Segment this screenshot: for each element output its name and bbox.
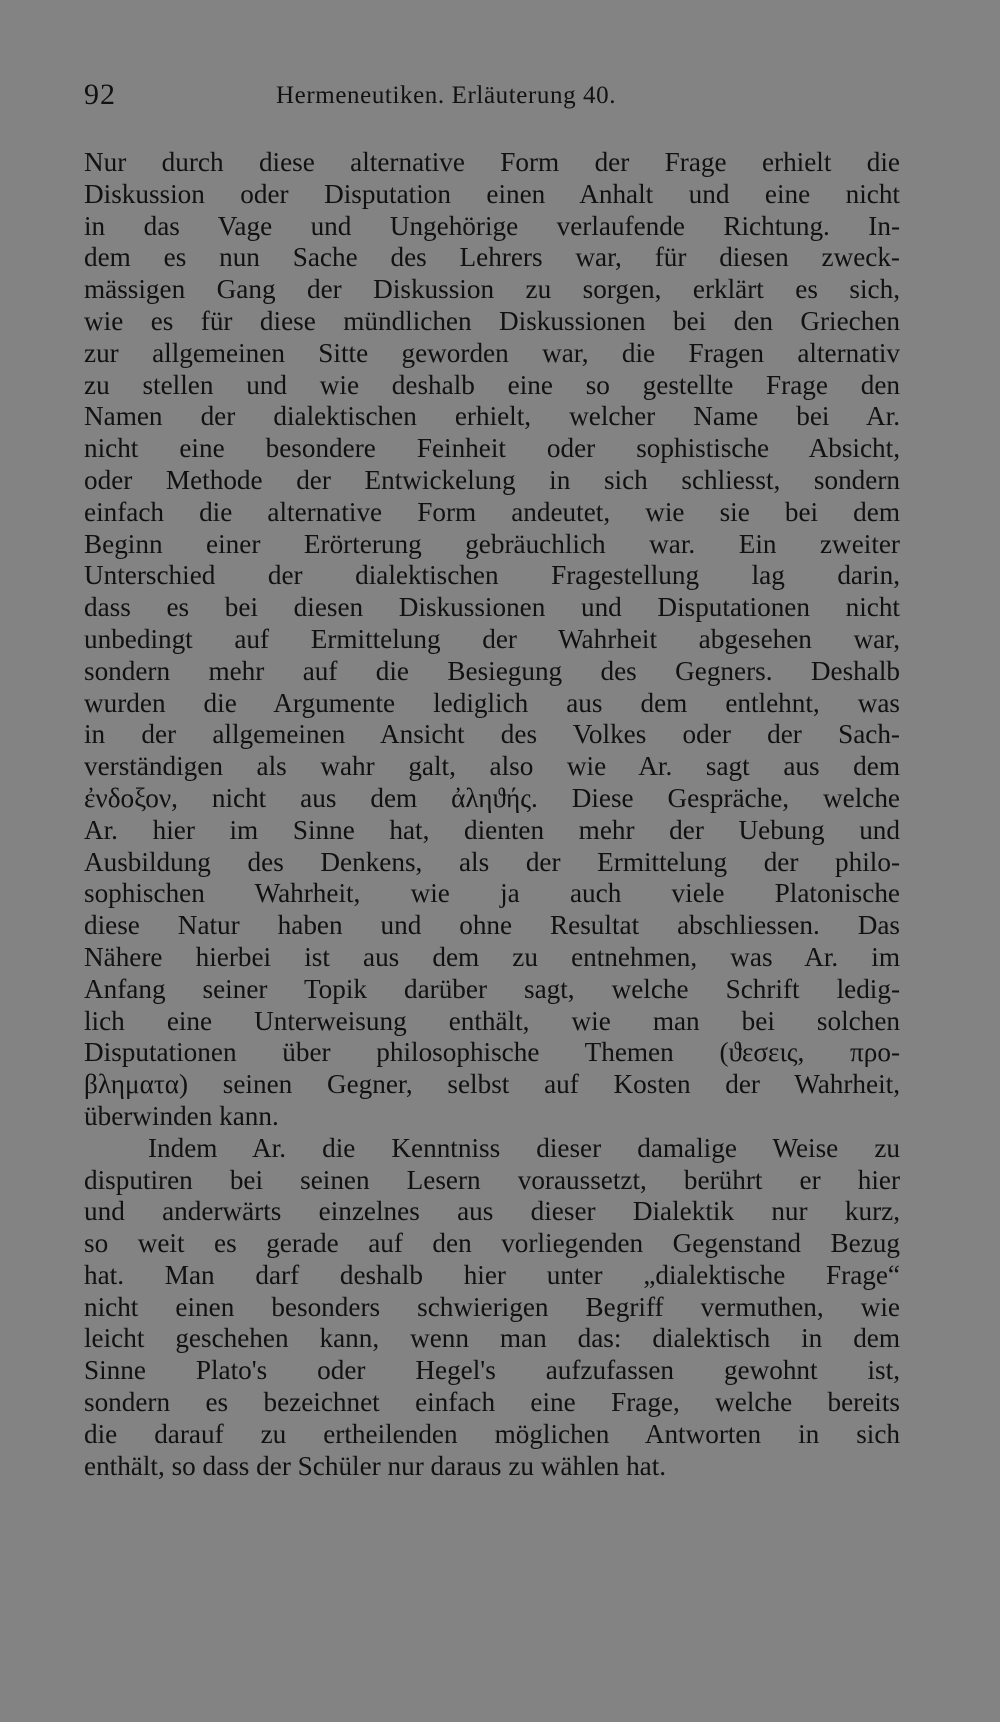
text-line: verständigen als wahr galt, also wie Ar. sagt aus dem <box>84 751 900 782</box>
text-line: Namen der dialektischen erhielt, welcher Name bei Ar. <box>84 401 900 432</box>
text-line: unbedingt auf Ermittelung der Wahrheit abgesehen war, <box>84 623 900 654</box>
text-line: Indem Ar. die Kenntniss dieser damalige Weise zu <box>148 1132 900 1163</box>
text-line: Anfang seiner Topik darüber sagt, welche Schrift ledig- <box>84 973 900 1004</box>
running-head: Hermeneutiken. Erläuterung 40. <box>276 82 617 109</box>
text-line: sophischen Wahrheit, wie ja auch viele Platonische <box>84 878 900 909</box>
text-line: die darauf zu ertheilenden möglichen Antworten in sich <box>84 1418 900 1449</box>
text-line: zu stellen und wie deshalb eine so gestellte Frage den <box>84 369 900 400</box>
text-line: in das Vage und Ungehörige verlaufende Richtung. In- <box>84 210 900 241</box>
text-line: Nur durch diese alternative Form der Frage erhielt die <box>84 147 900 177</box>
text-line: sondern mehr auf die Besiegung des Gegners. Deshalb <box>84 655 900 686</box>
text-line: nicht eine besondere Feinheit oder sophistische Absicht, <box>84 433 900 464</box>
paragraph <box>84 147 900 1133</box>
paragraph <box>84 1133 900 1483</box>
text-line: Diskussion oder Disputation einen Anhalt und eine nicht <box>84 178 900 209</box>
text-line: so weit es gerade auf den vorliegenden Gegenstand Bezug <box>84 1228 900 1259</box>
text-line: mässigen Gang der Diskussion zu sorgen, erklärt es sich, <box>84 274 900 305</box>
text-line: in der allgemeinen Ansicht des Volkes oder der Sach- <box>84 719 900 750</box>
text-line: und anderwärts einzelnes aus dieser Dialektik nur kurz, <box>84 1196 900 1227</box>
text-line: sondern es bezeichnet einfach eine Frage, welche bereits <box>84 1387 900 1418</box>
text-line: dem es nun Sache des Lehrers war, für diesen zweck- <box>84 242 900 273</box>
text-line: diese Natur haben und ohne Resultat abschliessen. Das <box>84 910 900 941</box>
text-line: oder Methode der Entwickelung in sich schliesst, sondern <box>84 464 900 495</box>
text-line: wie es für diese mündlichen Diskussionen bei den Griechen <box>84 305 900 336</box>
text-line: Disputationen über philosophische Themen (ϑεσεις, προ- <box>84 1037 900 1068</box>
text-line: Sinne Plato's oder Hegel's aufzufassen gewohnt ist, <box>84 1355 900 1386</box>
text-line: dass es bei diesen Diskussionen und Disputationen nicht <box>84 592 900 623</box>
text-line: nicht einen besonders schwierigen Begriff vermuthen, wie <box>84 1291 900 1322</box>
body-text <box>84 147 900 1482</box>
text-line: überwinden kann. <box>84 1100 279 1131</box>
text-line: Nähere hierbei ist aus dem zu entnehmen, was Ar. im <box>84 941 900 972</box>
text-line: ἐνδοξον, nicht aus dem ἀληϑής. Diese Gespräche, welche <box>84 782 900 813</box>
text-line: einfach die alternative Form andeutet, wie sie bei dem <box>84 496 900 527</box>
text-line: Ausbildung des Denkens, als der Ermittelung der philo- <box>84 846 900 877</box>
text-line: disputiren bei seinen Lesern voraussetzt, berührt er hier <box>84 1164 900 1195</box>
text-line: hat. Man darf deshalb hier unter „dialektische Frage“ <box>84 1259 900 1290</box>
text-line: leicht geschehen kann, wenn man das: dialektisch in dem <box>84 1323 900 1354</box>
text-line: lich eine Unterweisung enthält, wie man bei solchen <box>84 1005 900 1036</box>
text-line: enthält, so dass der Schüler nur daraus zu wählen hat. <box>84 1450 667 1481</box>
text-line: Beginn einer Erörterung gebräuchlich war. Ein zweiter <box>84 528 900 559</box>
text-line: wurden die Argumente lediglich aus dem entlehnt, was <box>84 687 900 718</box>
text-line: Ar. hier im Sinne hat, dienten mehr der Uebung und <box>84 814 900 845</box>
text-line: zur allgemeinen Sitte geworden war, die Fragen alternativ <box>84 337 900 368</box>
page-number: 92 <box>84 78 116 111</box>
text-line: βληματα) seinen Gegner, selbst auf Kosten der Wahrheit, <box>84 1069 900 1100</box>
text-line: Unterschied der dialektischen Fragestellung lag darin, <box>84 560 900 591</box>
page-header <box>84 78 900 122</box>
